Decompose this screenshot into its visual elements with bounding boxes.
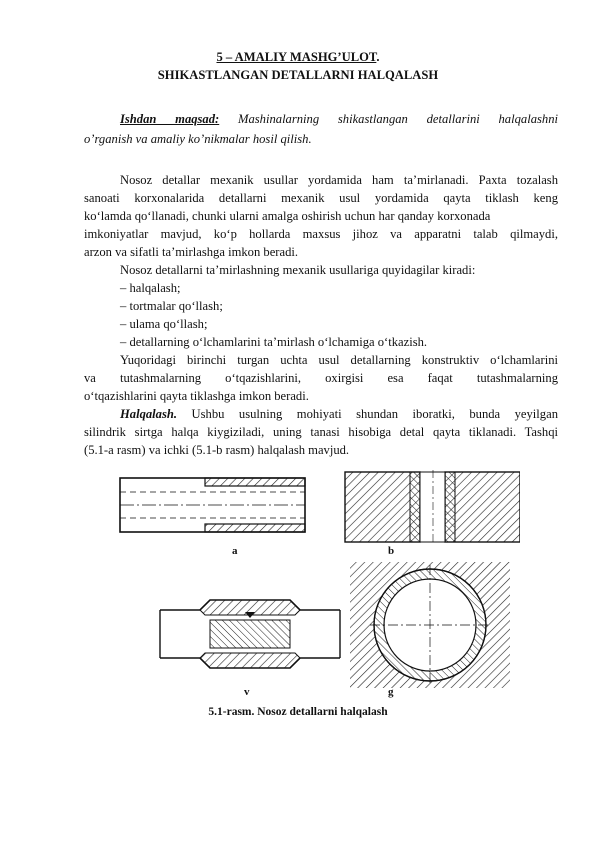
ringing-term: Halqalash.	[120, 407, 178, 421]
figure-label-b: b	[388, 545, 395, 557]
methods-item: – halqalash;	[120, 281, 181, 295]
page-title	[0, 50, 596, 65]
figure-label-v: v	[244, 686, 250, 698]
methods-item: – ulama qo‘llash;	[120, 317, 208, 331]
title-line1: 5 – AMALIY MASHG’ULOT	[216, 50, 377, 64]
aim-text1: Mashinalarning shikastlangan detallarini halqalashni	[237, 112, 558, 126]
intro-line4: imkoniyatlar mavjud, ko‘p hollarda maxsus jihoz va apparatni talab qilmaydi,	[84, 227, 558, 241]
diagram-a	[120, 478, 305, 532]
intro-line1: Nosoz detallar mexanik usullar yordamida ham ta’mirlanadi. Paxta tozalash	[120, 173, 558, 187]
diagram-b	[345, 470, 520, 544]
first-three-line2: va tutashmalarning o‘tqazishlarini, oxirgisi esa faqat tutashmalarning	[84, 371, 558, 385]
ringing-text1: Ushbu usulning mohiyati shundan iboratki, bunda yeyilgan	[191, 407, 558, 421]
methods-item: – tortmalar qo‘llash;	[120, 299, 223, 313]
methods-item: – detallarning o‘lchamlarini ta’mirlash o‘lchamiga o‘tkazish.	[120, 335, 428, 349]
figure-caption: 5.1-rasm. Nosoz detallarni halqalash	[208, 706, 388, 718]
methods-lead: Nosoz detallarni ta’mirlashning mexanik usullariga quyidagilar kiradi:	[120, 263, 476, 277]
ringing-line2: silindrik sirtga halqa kiygiziladi, uning tanasi hisobiga detal qayta tiklanadi. Tashqi	[84, 425, 558, 439]
diagram-g	[350, 562, 510, 688]
aim-line1	[120, 111, 558, 127]
figure-label-g: g	[388, 686, 394, 698]
aim-label: Ishdan maqsad	[120, 112, 216, 126]
aim-line2: o’rganish va amaliy ko’nikmalar hosil qilish.	[84, 132, 312, 146]
ringing-line3: (5.1-a rasm) va ichki (5.1-b rasm) halqalash mavjud.	[84, 443, 350, 457]
aim-colon: :	[215, 112, 220, 126]
page-subtitle: SHIKASTLANGAN DETALLARNI HALQALASH	[157, 68, 439, 82]
ringing-figure	[100, 470, 520, 700]
intro-line3: ko‘lamda qo‘llanadi, chunki ularni amalga oshirish uchun har qanday korxonada	[84, 209, 491, 223]
intro-line5: arzon va sifatli ta’mirlashga imkon beradi.	[84, 245, 299, 259]
intro-line2: sanoati korxonalarida detallarni mexanik usul yordamida qayta tiklash keng	[84, 191, 558, 205]
diagram-v	[160, 600, 340, 668]
ringing-line1	[120, 406, 558, 422]
title-line1-dot: .	[376, 50, 380, 64]
figure-label-a: a	[232, 545, 238, 557]
first-three-line3: o‘tqazishlarini qayta tiklashga imkon beradi.	[84, 389, 309, 403]
first-three-line1: Yuqoridagi birinchi turgan uchta usul detallarning konstruktiv o‘lchamlarini	[120, 353, 558, 367]
